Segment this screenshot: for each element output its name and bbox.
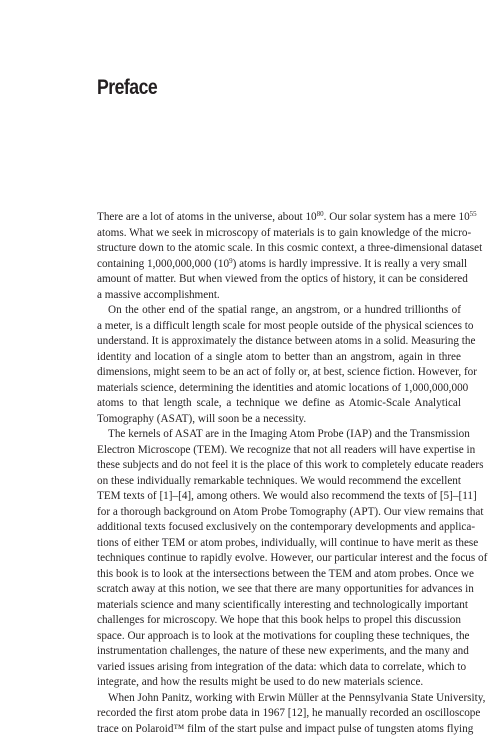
text-run: When John Panitz, working with Erwin Müller at the Pennsylvania State University,: [108, 692, 485, 704]
text-run: dimensions, might seem to be an act of folly or, at best, science fiction. However, for: [97, 366, 477, 378]
text-line: [97, 334, 461, 350]
text-line: [97, 567, 461, 583]
text-line: [97, 629, 461, 645]
text-run: integrate, and how the results might be used to do new materials science.: [97, 676, 423, 688]
text-run: recorded the first atom probe data in 1967 [12], he manually recorded an oscilloscope: [97, 707, 480, 719]
text-line: [97, 474, 461, 490]
text-run: atoms. What we seek in microscopy of materials is to gain knowledge of the micro-: [97, 227, 471, 239]
text-line: [97, 691, 461, 707]
text-line: [97, 210, 461, 226]
text-run: space. Our approach is to look at the motivations for coupling these techniques, the: [97, 630, 470, 642]
text-run: on these individually remarkable techniques. We would recommend the excellent: [97, 475, 461, 487]
text-run: these subjects and do not feel it is the place of this work to completely educate readers: [97, 459, 483, 471]
text-line: [97, 458, 461, 474]
text-run: a massive accomplishment.: [97, 289, 220, 301]
text-run: this book is to look at the intersections between the TEM and atom probes. Once we: [97, 568, 474, 580]
text-line: [97, 520, 461, 536]
text-run: materials science, determining the identities and atomic locations of 1,000,000,000: [97, 382, 468, 394]
text-run: materials science and many scientifically interesting and technologically important: [97, 599, 468, 611]
superscript-exponent: 9: [229, 257, 233, 265]
text-line: [97, 582, 461, 598]
text-line: [97, 706, 461, 722]
text-line: [97, 365, 461, 381]
superscript-exponent: 80: [317, 210, 324, 218]
text-line: [97, 443, 461, 459]
text-run: There are a lot of atoms in the universe, about 10: [97, 211, 317, 223]
chapter-title: Preface: [97, 76, 157, 100]
text-line: [97, 319, 461, 335]
text-run: scratch away at this notion, we see that there are many opportunities for advances in: [97, 583, 474, 595]
text-line: [97, 427, 461, 443]
text-line: [97, 396, 461, 412]
text-run: challenges for microscopy. We hope that this book helps to propel this discussion: [97, 614, 461, 626]
text-line: [97, 598, 461, 614]
text-line: [97, 381, 461, 397]
text-run: ) atoms is hardly impressive. It is really a very small: [233, 258, 468, 270]
text-line: [97, 536, 461, 552]
text-run: a meter, is a difficult length scale for most people outside of the physical sciences to: [97, 320, 474, 332]
text-run: for a thorough background on Atom Probe Tomography (APT). Our view remains that: [97, 506, 483, 518]
text-line: [97, 303, 461, 319]
text-run: amount of matter. But when viewed from the optics of history, it can be considered: [97, 273, 468, 285]
text-line: [97, 722, 461, 737]
text-run: Tomography (ASAT), will soon be a necessity.: [97, 413, 306, 425]
text-run: structure down to the atomic scale. In this cosmic context, a three-dimensional dataset: [97, 242, 482, 254]
text-run: On the other end of the spatial range, an angstrom, or a hundred trillionths of: [108, 304, 461, 316]
text-line: [97, 551, 461, 567]
text-line: [97, 226, 461, 242]
text-run: instrumentation challenges, the nature of these new experiments, and the many and: [97, 645, 469, 657]
text-run: varied issues arising from integration of the data: which data to correlate, which to: [97, 661, 466, 673]
text-run: techniques continue to rapidly evolve. However, our particular interest and the focus of: [97, 552, 487, 564]
preface-body-text: [97, 210, 461, 737]
text-line: [97, 675, 461, 691]
text-line: [97, 288, 461, 304]
text-line: [97, 644, 461, 660]
text-line: [97, 412, 461, 428]
text-line: [97, 257, 461, 273]
text-run: trace on Polaroid™ film of the start pulse and impact pulse of tungsten atoms flying: [97, 723, 473, 735]
text-line: [97, 660, 461, 676]
text-line: [97, 489, 461, 505]
superscript-exponent: 55: [470, 210, 477, 218]
text-run: understand. It is approximately the distance between atoms in a solid. Measuring the: [97, 335, 475, 347]
text-run: identity and location of a single atom to better than an angstrom, again in three: [97, 351, 461, 363]
text-run: atoms to that length scale, a technique we define as Atomic-Scale Analytical: [97, 397, 461, 409]
text-line: [97, 613, 461, 629]
text-line: [97, 241, 461, 257]
text-run: TEM texts of [1]–[4], among others. We would also recommend the texts of [5]–[11]: [97, 490, 477, 502]
text-run: tions of either TEM or atom probes, individually, will continue to have merit as these: [97, 537, 478, 549]
text-line: [97, 272, 461, 288]
text-run: . Our solar system has a mere 10: [324, 211, 470, 223]
text-run: containing 1,000,000,000 (10: [97, 258, 229, 270]
text-line: [97, 505, 461, 521]
text-run: additional texts focused exclusively on the contemporary developments and applica-: [97, 521, 475, 533]
text-run: Electron Microscope (TEM). We recognize that not all readers will have expertise in: [97, 444, 475, 456]
text-run: The kernels of ASAT are in the Imaging Atom Probe (IAP) and the Transmission: [108, 428, 470, 440]
text-line: [97, 350, 461, 366]
